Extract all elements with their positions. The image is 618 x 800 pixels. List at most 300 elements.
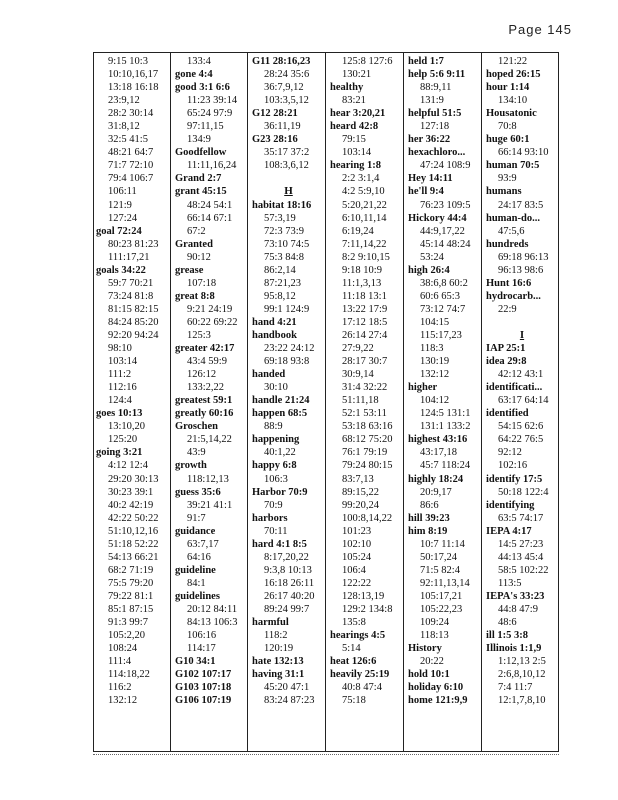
index-reference: 112:16	[108, 382, 137, 394]
index-reference: 30:23 39:1	[108, 486, 154, 498]
index-entry: Groschen	[175, 421, 218, 433]
index-reference: 43:4 59:9	[187, 356, 227, 368]
index-entry: identify 17:5	[486, 473, 543, 485]
index-reference: 5:20,21,22	[342, 199, 387, 211]
index-reference: 85:1 87:15	[108, 603, 154, 615]
index-entry: highest 43:16	[408, 434, 468, 446]
index-entry: heavily 25:19	[330, 669, 390, 681]
index-reference: 42:22 50:22	[108, 512, 159, 524]
index-reference: 79:15	[342, 134, 366, 146]
index-reference: 113:5	[498, 577, 522, 589]
index-entry: IEPA 4:17	[486, 525, 532, 537]
index-reference: 30:10	[264, 382, 288, 394]
index-entry: hard 4:1 8:5	[252, 538, 307, 550]
index-entry: hexachloro...	[408, 147, 466, 159]
index-reference: 79:4 106:7	[108, 173, 154, 185]
index-reference: 75:18	[342, 695, 366, 707]
index-reference: 125:3	[187, 329, 211, 341]
index-entry: habitat 18:16	[252, 199, 312, 211]
index-entry: Grand 2:7	[175, 173, 222, 185]
index-reference: 96:13 98:6	[498, 264, 544, 276]
index-entry: holiday 6:10	[408, 682, 464, 694]
index-entry: identifying	[486, 499, 535, 511]
index-reference: 20:22	[420, 656, 444, 668]
index-reference: 20:12 84:11	[187, 603, 238, 615]
index-entry: grease	[175, 264, 204, 276]
index-reference: 83:24 87:23	[264, 695, 315, 707]
index-entry: handle 21:24	[252, 395, 310, 407]
index-entry: happen 68:5	[252, 408, 308, 420]
index-reference: 80:23 81:23	[108, 238, 159, 250]
index-reference: 134:10	[498, 95, 528, 107]
index-reference: 73:24 81:8	[108, 290, 154, 302]
index-entry: idea 29:8	[486, 356, 527, 368]
index-reference: 44:13 45:4	[498, 551, 544, 563]
index-reference: 124:5 131:1	[420, 408, 471, 420]
index-reference: 31:8,12	[108, 121, 140, 133]
index-reference: 22:9	[498, 303, 517, 315]
index-reference: 70:9	[264, 499, 283, 511]
index-reference: 40:1,22	[264, 447, 296, 459]
index-reference: 17:12 18:5	[342, 316, 388, 328]
index-reference: 10:10,16,17	[108, 69, 159, 81]
index-reference: 69:18 96:13	[498, 251, 549, 263]
index-reference: 132:12	[108, 695, 138, 707]
index-reference: 111:4	[108, 656, 132, 668]
index-reference: 132:12	[420, 369, 450, 381]
index-entry: G102 107:17	[175, 669, 232, 681]
index-reference: 45:14 48:24	[420, 238, 471, 250]
index-entry: guidance	[175, 525, 216, 537]
index-reference: 92:20 94:24	[108, 329, 159, 341]
index-reference: 9:21 24:19	[187, 303, 233, 315]
index-reference: 45:7 118:24	[420, 460, 471, 472]
index-reference: 71:5 82:4	[420, 564, 460, 576]
index-reference: 53:24	[420, 251, 444, 263]
index-entry: humans	[486, 186, 522, 198]
index-entry: G106 107:19	[175, 695, 232, 707]
index-reference: 79:22 81:1	[108, 590, 154, 602]
index-entry: guideline	[175, 564, 216, 576]
index-reference: 51:11,18	[342, 395, 379, 407]
index-reference: 127:18	[420, 121, 450, 133]
index-reference: 121:9	[108, 199, 132, 211]
index-entry: History	[408, 643, 442, 655]
index-reference: 65:24 97:9	[187, 108, 233, 120]
word-index-table	[93, 52, 559, 752]
index-reference: 131:9	[420, 95, 444, 107]
index-entry: held 1:7	[408, 56, 444, 67]
index-reference: 89:15,22	[342, 486, 380, 498]
index-reference: 84:24 85:20	[108, 316, 159, 328]
index-reference: 134:9	[187, 134, 211, 146]
index-entry: handbook	[252, 329, 297, 341]
index-entry: heard 42:8	[330, 121, 379, 133]
index-reference: 108:24	[108, 643, 138, 655]
index-entry: helpful 51:5	[408, 108, 462, 120]
index-reference: 63:7,17	[187, 538, 219, 550]
index-reference: 68:2 71:19	[108, 564, 154, 576]
index-reference: 127:24	[108, 212, 138, 224]
index-reference: 45:20 47:1	[264, 682, 310, 694]
index-reference: 73:10 74:5	[264, 238, 310, 250]
index-reference: 105:24	[342, 551, 372, 563]
index-reference: 118:2	[264, 630, 288, 642]
index-reference: 133:2,22	[187, 382, 225, 394]
index-column-6	[481, 53, 558, 751]
index-reference: 11:11,16,24	[187, 160, 237, 172]
index-reference: 68:12 75:20	[342, 434, 393, 446]
index-reference: 48:21 64:7	[108, 147, 154, 159]
index-reference: 107:18	[187, 277, 217, 289]
index-entry: hundreds	[486, 238, 529, 250]
index-reference: 57:3,19	[264, 212, 296, 224]
index-reference: 66:14 67:1	[187, 212, 233, 224]
index-entry: grant 45:15	[175, 186, 227, 198]
index-reference: 88:9,11	[420, 82, 452, 94]
index-reference: 67:2	[187, 225, 206, 237]
index-reference: 71:7 72:10	[108, 160, 154, 172]
index-reference: 26:14 27:4	[342, 329, 388, 341]
index-reference: 73:12 74:7	[420, 303, 466, 315]
index-reference: 51:18 52:22	[108, 538, 159, 550]
index-reference: 32:5 41:5	[108, 134, 148, 146]
index-reference: 11:1,3,13	[342, 277, 382, 289]
index-reference: 35:17 37:2	[264, 147, 310, 159]
index-entry: gone 4:4	[175, 69, 213, 81]
index-entry: he'll 9:4	[408, 186, 444, 198]
index-reference: 126:12	[187, 369, 217, 381]
index-reference: 93:9	[498, 173, 517, 185]
index-entry: hour 1:14	[486, 82, 530, 94]
index-reference: 111:2	[108, 369, 132, 381]
index-reference: 66:14 93:10	[498, 147, 549, 159]
index-reference: 70:8	[498, 121, 517, 133]
section-letter: I	[519, 328, 525, 341]
index-reference: 48:6	[498, 617, 517, 629]
index-reference: 133:4	[187, 56, 211, 67]
index-entry: hydrocarb...	[486, 290, 541, 302]
index-entry: guess 35:6	[175, 486, 221, 498]
index-entry: hand 4:21	[252, 316, 297, 328]
index-reference: 90:12	[187, 251, 211, 263]
index-reference: 43:17,18	[420, 447, 458, 459]
index-reference: 44:9,17,22	[420, 225, 465, 237]
index-entry: having 31:1	[252, 669, 305, 681]
index-column-3	[247, 53, 325, 751]
index-reference: 54:15 62:6	[498, 421, 544, 433]
index-entry: goals 34:22	[96, 264, 146, 276]
index-reference: 12:1,7,8,10	[498, 695, 546, 707]
index-reference: 84:13 106:3	[187, 617, 238, 629]
index-entry: hate 132:13	[252, 656, 304, 668]
index-entry: G11 28:16,23	[252, 56, 311, 67]
index-reference: 40:8 47:4	[342, 682, 382, 694]
index-reference: 83:7,13	[342, 473, 374, 485]
index-reference: 131:1 133:2	[420, 421, 471, 433]
index-entry: G23 28:16	[252, 134, 298, 146]
index-reference: 53:18 63:16	[342, 421, 393, 433]
index-column-4	[325, 53, 403, 751]
index-reference: 14:5 27:23	[498, 538, 544, 550]
index-reference: 88:9	[264, 421, 283, 433]
index-reference: 42:12 43:1	[498, 369, 544, 381]
index-reference: 104:12	[420, 395, 450, 407]
index-reference: 44:8 47:9	[498, 603, 538, 615]
index-entry: happening	[252, 434, 300, 446]
index-reference: 26:17 40:20	[264, 590, 315, 602]
index-entry: hoped 26:15	[486, 69, 541, 81]
index-entry: going 3:21	[96, 447, 143, 459]
index-reference: 111:17,21	[108, 251, 150, 263]
index-entry: great 8:8	[175, 290, 215, 302]
index-reference: 47:24 108:9	[420, 160, 471, 172]
index-entry: Hey 14:11	[408, 173, 453, 185]
index-reference: 92:11,13,14	[420, 577, 470, 589]
index-reference: 59:7 70:21	[108, 277, 154, 289]
index-reference: 130:19	[420, 356, 450, 368]
index-entry: harbors	[252, 512, 288, 524]
index-entry: help 5:6 9:11	[408, 69, 466, 81]
footer-rule	[93, 754, 559, 755]
index-reference: 99:20,24	[342, 499, 380, 511]
index-reference: 13:10,20	[108, 421, 146, 433]
index-reference: 101:23	[342, 525, 372, 537]
index-entry: hear 3:20,21	[330, 108, 386, 120]
index-reference: 109:24	[420, 617, 450, 629]
index-entry: Goodfellow	[175, 147, 227, 159]
index-reference: 75:3 84:8	[264, 251, 304, 263]
index-reference: 23:22 24:12	[264, 343, 315, 355]
index-reference: 105:2,20	[108, 630, 146, 642]
index-reference: 95:8,12	[264, 290, 296, 302]
index-reference: 118:3	[420, 343, 444, 355]
index-column-2	[170, 53, 247, 751]
index-entry: Housatonic	[486, 108, 537, 120]
index-entry: IEPA's 33:23	[486, 590, 545, 602]
index-reference: 122:22	[342, 577, 372, 589]
index-entry: hearings 4:5	[330, 630, 386, 642]
index-entry: human 70:5	[486, 160, 540, 172]
index-reference: 105:17,21	[420, 590, 463, 602]
index-entry: human-do...	[486, 212, 540, 224]
index-reference: 5:14	[342, 643, 361, 655]
index-reference: 114:17	[187, 643, 216, 655]
index-reference: 70:11	[264, 525, 288, 537]
index-reference: 39:21 41:1	[187, 499, 233, 511]
index-reference: 97:11,15	[187, 121, 224, 133]
index-reference: 106:4	[342, 564, 366, 576]
index-reference: 79:24 80:15	[342, 460, 393, 472]
index-entry: healthy	[330, 82, 364, 94]
index-reference: 125:20	[108, 434, 138, 446]
index-column-5	[403, 53, 481, 751]
index-entry: Hunt 16:6	[486, 277, 532, 289]
index-entry: goes 10:13	[96, 408, 143, 420]
index-reference: 63:17 64:14	[498, 395, 549, 407]
index-reference: 50:17,24	[420, 551, 458, 563]
index-entry: IAP 25:1	[486, 343, 526, 355]
index-reference: 99:1 124:9	[264, 303, 310, 315]
index-reference: 4:2 5:9,10	[342, 186, 385, 198]
index-reference: 106:3	[264, 473, 288, 485]
blank-line	[252, 172, 325, 185]
index-reference: 6:10,11,14	[342, 212, 387, 224]
index-reference: 27:9,22	[342, 343, 374, 355]
index-reference: 40:2 42:19	[108, 499, 154, 511]
index-reference: 86:6	[420, 499, 439, 511]
index-reference: 20:9,17	[420, 486, 452, 498]
index-entry: home 121:9,9	[408, 695, 468, 707]
index-reference: 81:15 82:15	[108, 303, 159, 315]
index-reference: 30:9,14	[342, 369, 374, 381]
index-entry: ill 1:5 3:8	[486, 630, 528, 642]
index-reference: 104:15	[420, 316, 450, 328]
index-reference: 129:2 134:8	[342, 603, 393, 615]
index-reference: 16:18 26:11	[264, 577, 315, 589]
index-reference: 13:18 16:18	[108, 82, 159, 94]
index-reference: 7:11,14,22	[342, 238, 387, 250]
index-reference: 4:12 12:4	[108, 460, 148, 472]
index-reference: 124:4	[108, 395, 132, 407]
index-reference: 47:5,6	[498, 225, 525, 237]
index-reference: 64:22 76:5	[498, 434, 544, 446]
index-entry: hill 39:23	[408, 512, 450, 524]
index-reference: 72:3 73:9	[264, 225, 304, 237]
index-reference: 103:3,5,12	[264, 95, 309, 107]
index-reference: 128:13,19	[342, 590, 385, 602]
index-reference: 75:5 79:20	[108, 577, 154, 589]
index-reference: 115:17,23	[420, 329, 462, 341]
index-reference: 121:22	[498, 56, 528, 67]
index-reference: 86:2,14	[264, 264, 296, 276]
index-reference: 114:18,22	[108, 669, 150, 681]
index-reference: 28:17 30:7	[342, 356, 388, 368]
index-reference: 83:21	[342, 95, 366, 107]
index-reference: 23:9,12	[108, 95, 140, 107]
index-entry: growth	[175, 460, 207, 472]
index-reference: 100:8,14,22	[342, 512, 393, 524]
index-entry: hearing 1:8	[330, 160, 382, 172]
page-number: Page 145	[508, 22, 572, 37]
index-reference: 125:8 127:6	[342, 56, 393, 67]
index-reference: 103:14	[108, 356, 138, 368]
index-reference: 1:12,13 2:5	[498, 656, 546, 668]
index-entry: identified	[486, 408, 529, 420]
index-entry: good 3:1 6:6	[175, 82, 230, 94]
index-reference: 76:1 79:19	[342, 447, 388, 459]
index-reference: 43:9	[187, 447, 206, 459]
index-reference: 11:18 13:1	[342, 290, 387, 302]
index-reference: 108:3,6,12	[264, 160, 309, 172]
index-entry: Granted	[175, 238, 213, 250]
index-reference: 105:22,23	[420, 603, 463, 615]
index-reference: 9:15 10:3	[108, 56, 148, 67]
index-entry: Hickory 44:4	[408, 212, 467, 224]
index-entry: greatest 59:1	[175, 395, 233, 407]
index-reference: 91:3 99:7	[108, 617, 148, 629]
index-reference: 10:7 11:14	[420, 538, 465, 550]
index-entry: Harbor 70:9	[252, 486, 308, 498]
index-reference: 60:6 65:3	[420, 290, 460, 302]
index-reference: 24:17 83:5	[498, 199, 544, 211]
index-entry: G10 34:1	[175, 656, 216, 668]
blank-line	[486, 316, 558, 329]
index-reference: 52:1 53:11	[342, 408, 387, 420]
index-reference: 21:5,14,22	[187, 434, 232, 446]
index-reference: 106:11	[108, 186, 137, 198]
index-reference: 48:24 54:1	[187, 199, 233, 211]
index-reference: 91:7	[187, 512, 206, 524]
index-entry: handed	[252, 369, 286, 381]
index-reference: 87:21,23	[264, 277, 302, 289]
index-reference: 2:6,8,10,12	[498, 669, 546, 681]
index-reference: 98:10	[108, 343, 132, 355]
index-reference: 2:2 3:1,4	[342, 173, 380, 185]
index-entry: harmful	[252, 617, 289, 629]
index-reference: 51:10,12,16	[108, 525, 159, 537]
index-reference: 102:10	[342, 538, 372, 550]
index-reference: 63:5 74:17	[498, 512, 544, 524]
index-reference: 120:19	[264, 643, 294, 655]
index-entry: hold 10:1	[408, 669, 450, 681]
index-entry: higher	[408, 382, 438, 394]
index-reference: 8:17,20,22	[264, 551, 309, 563]
index-reference: 29:20 30:13	[108, 473, 159, 485]
index-reference: 102:16	[498, 460, 528, 472]
index-reference: 54:13 66:21	[108, 551, 159, 563]
index-reference: 69:18 93:8	[264, 356, 310, 368]
index-reference: 31:4 32:22	[342, 382, 388, 394]
index-reference: 130:21	[342, 69, 372, 81]
index-column-1	[94, 53, 170, 751]
index-entry: highly 18:24	[408, 473, 464, 485]
index-reference: 116:2	[108, 682, 132, 694]
index-reference: 76:23 109:5	[420, 199, 471, 211]
index-reference: 8:2 9:10,15	[342, 251, 390, 263]
index-reference: 9:3,8 10:13	[264, 564, 312, 576]
index-reference: 89:24 99:7	[264, 603, 310, 615]
index-reference: 58:5 102:22	[498, 564, 549, 576]
index-entry: greater 42:17	[175, 343, 235, 355]
index-entry: huge 60:1	[486, 134, 530, 146]
index-entry: G103 107:18	[175, 682, 232, 694]
index-entry: goal 72:24	[96, 225, 142, 237]
index-entry: guidelines	[175, 590, 220, 602]
index-entry: G12 28:21	[252, 108, 298, 120]
index-reference: 84:1	[187, 577, 206, 589]
index-entry: happy 6:8	[252, 460, 297, 472]
index-reference: 11:23 39:14	[187, 95, 238, 107]
index-entry: identificati...	[486, 382, 543, 394]
index-reference: 106:16	[187, 630, 217, 642]
index-entry: greatly 60:16	[175, 408, 234, 420]
index-reference: 36:11,19	[264, 121, 301, 133]
index-entry: her 36:22	[408, 134, 451, 146]
index-reference: 28:24 35:6	[264, 69, 310, 81]
index-reference: 6:19,24	[342, 225, 374, 237]
index-reference: 13:22 17:9	[342, 303, 388, 315]
index-reference: 9:18 10:9	[342, 264, 382, 276]
index-reference: 103:14	[342, 147, 372, 159]
index-reference: 50:18 122:4	[498, 486, 549, 498]
index-reference: 60:22 69:22	[187, 316, 238, 328]
index-reference: 36:7,9,12	[264, 82, 304, 94]
index-entry: Illinois 1:1,9	[486, 643, 542, 655]
index-reference: 64:16	[187, 551, 211, 563]
index-reference: 38:6,8 60:2	[420, 277, 468, 289]
index-reference: 118:12,13	[187, 473, 229, 485]
